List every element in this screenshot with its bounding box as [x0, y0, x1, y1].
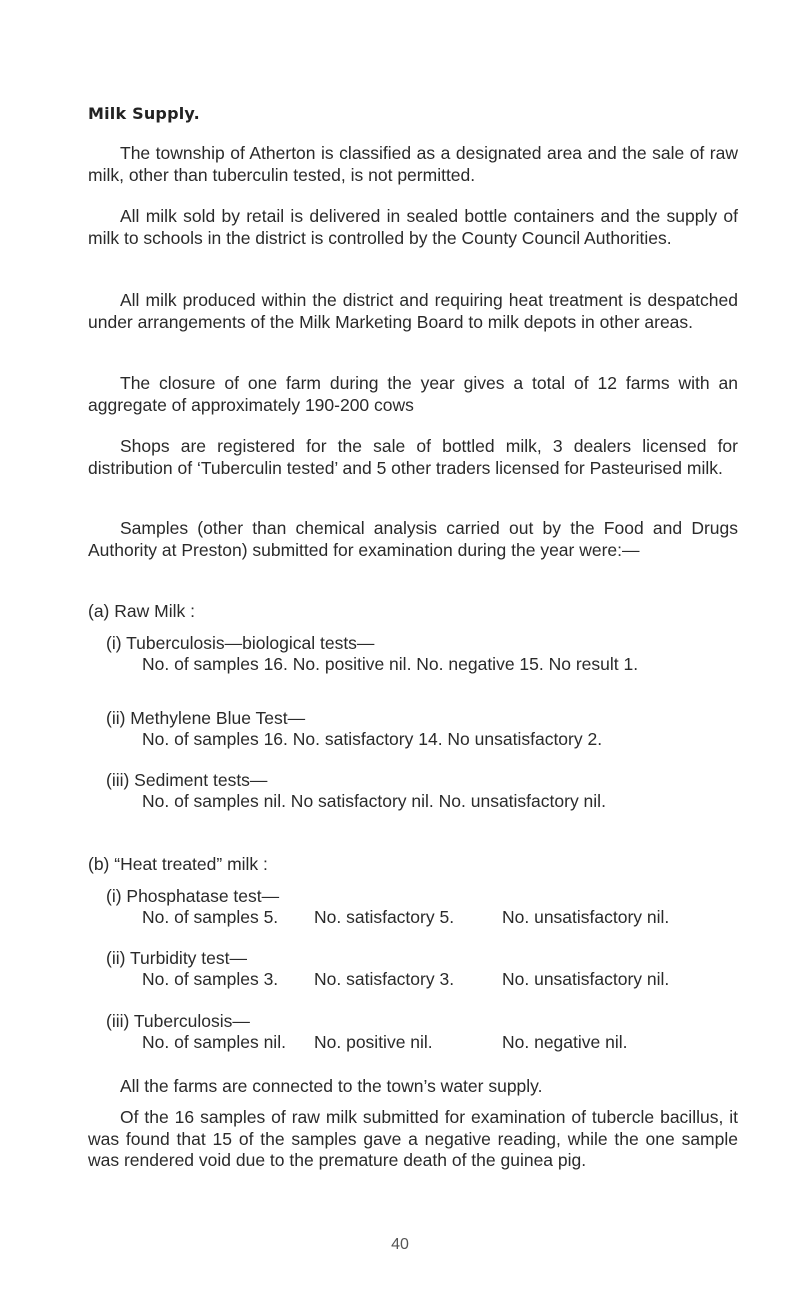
paragraph: Samples (other than chemical analysis carried out by the Food and Drugs Authority at Preston) submitted for examination during the year were:— [88, 518, 738, 560]
sample-count: No. of samples 3. [142, 969, 279, 989]
paragraph: The closure of one farm during the year gives a total of 12 farms with an aggregate of approximately 190-200 cows [88, 373, 738, 415]
sample-count: No. of samples nil. [142, 1032, 286, 1052]
sample-count: No. of samples 5. [142, 907, 279, 927]
satisfactory-count: No. satisfactory 5. [314, 907, 455, 927]
positive-count: No. positive nil. [314, 1032, 433, 1052]
section-heading: Milk Supply. [88, 104, 200, 123]
test-result: No. of samples 16. No. positive nil. No. negative 15. No result 1. [142, 654, 639, 674]
paragraph: Of the 16 samples of raw milk submitted for examination of tubercle bacillus, it was found that 15 of the samples gave a negative reading, while the one sample was rendered void due to the premature death of the guinea pig. [88, 1107, 738, 1170]
test-result: No. of samples 16. No. satisfactory 14. No unsatisfactory 2. [142, 729, 603, 749]
test-heading: (i) Tuberculosis—biological tests— [106, 633, 375, 653]
unsatisfactory-count: No. unsatisfactory nil. [502, 969, 670, 989]
test-heading: (ii) Methylene Blue Test— [106, 708, 306, 728]
section-b-label: (b) “Heat treated” milk : [88, 854, 268, 874]
test-result-row [142, 907, 738, 929]
satisfactory-count: No. satisfactory 3. [314, 969, 455, 989]
test-heading: (iii) Sediment tests— [106, 770, 268, 790]
paragraph: All the farms are connected to the town’s water supply. [120, 1076, 543, 1096]
page-number: 40 [391, 1236, 409, 1253]
test-result: No. of samples nil. No satisfactory nil. No. unsatisfactory nil. [142, 791, 606, 811]
negative-count: No. negative nil. [502, 1032, 628, 1052]
paragraph: All milk sold by retail is delivered in sealed bottle containers and the supply of milk to schools in the district is controlled by the County Council Authorities. [88, 206, 738, 248]
paragraph: Shops are registered for the sale of bottled milk, 3 dealers licensed for distribution of ‘Tuberculin tested’ and 5 other traders licensed for Pasteurised milk. [88, 436, 738, 478]
test-result-row [142, 1032, 738, 1054]
section-a-label: (a) Raw Milk : [88, 601, 195, 621]
unsatisfactory-count: No. unsatisfactory nil. [502, 907, 670, 927]
test-heading: (ii) Turbidity test— [106, 948, 247, 968]
paragraph: All milk produced within the district and requiring heat treatment is despatched under arrangements of the Milk Marketing Board to milk depots in other areas. [88, 290, 738, 332]
test-heading: (iii) Tuberculosis— [106, 1011, 250, 1031]
paragraph: The township of Atherton is classified as a designated area and the sale of raw milk, other than tuberculin tested, is not permitted. [88, 143, 738, 185]
test-heading: (i) Phosphatase test— [106, 886, 280, 906]
test-result-row [142, 969, 738, 991]
